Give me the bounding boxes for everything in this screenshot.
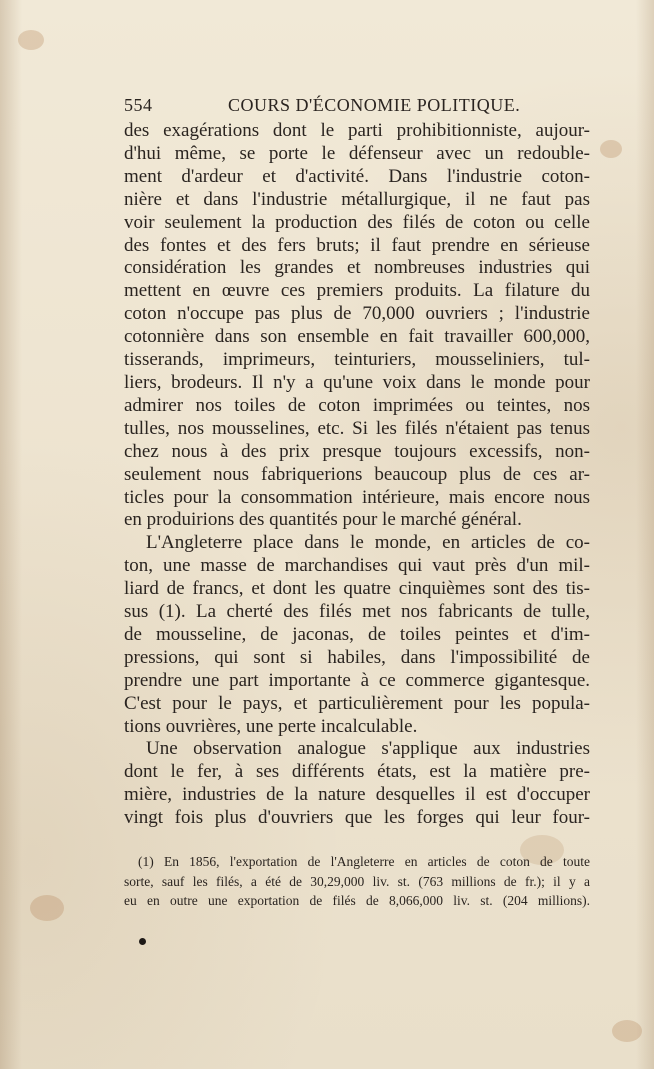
text-line: ticles pour la consommation intérieure, mais encore nous xyxy=(124,486,590,508)
page-edge-shadow-right xyxy=(636,0,654,1069)
foxing-stain xyxy=(612,1020,642,1042)
text-line: sus (1). La cherté des filés met nos fabricants de tulle, xyxy=(124,601,590,623)
text-line: liers, brodeurs. Il n'y a qu'une voix dans le monde pour xyxy=(124,371,590,393)
text-line: voir seulement la production des filés de coton ou celle xyxy=(124,211,590,233)
text-line: ton, une masse de marchandises qui vaut près d'un mil- xyxy=(124,555,590,577)
text-line: prendre une part importante à ce commerce gigantesque. xyxy=(124,669,590,691)
body-text xyxy=(124,120,590,830)
text-line: ment d'ardeur et d'activité. Dans l'industrie coton- xyxy=(124,165,590,187)
foxing-stain xyxy=(30,895,64,921)
footnote-line: (1) En 1856, l'exportation de l'Angleterre en articles de coton de toute xyxy=(138,854,590,869)
ink-spot xyxy=(139,938,146,945)
text-line: d'hui même, se porte le défenseur avec un redouble- xyxy=(124,142,590,164)
page-edge-shadow-left xyxy=(0,0,22,1069)
footnote-line: eu en outre une exportation de filés de 8,066,000 liv. st. (204 millions). xyxy=(124,893,590,908)
text-line: admirer nos toiles de coton imprimées ou teintes, nos xyxy=(124,394,590,416)
running-title: COURS D'ÉCONOMIE POLITIQUE. xyxy=(228,95,521,115)
text-line: dont le fer, à ses différents états, est la matière pre- xyxy=(124,761,590,783)
foxing-stain xyxy=(18,30,44,50)
text-line: des exagérations dont le parti prohibitionniste, aujour- xyxy=(124,120,590,141)
text-line: nière et dans l'industrie métallurgique, il ne faut pas xyxy=(124,188,590,210)
text-line: vingt fois plus d'ouvriers que les forges qui leur four- xyxy=(124,807,590,829)
text-line: tions ouvrières, une perte incalculable. xyxy=(124,715,418,737)
text-line: mettent en œuvre ces premiers produits. La filature du xyxy=(124,280,590,302)
running-header xyxy=(124,95,590,119)
text-line: liard de francs, et dont les quatre cinquièmes sont des tis- xyxy=(124,578,590,600)
page-number: 554 xyxy=(124,95,153,115)
text-line: chez nous à des prix presque toujours excessifs, non- xyxy=(124,440,590,462)
text-line: seulement nous fabriquerions beaucoup plus de ces ar- xyxy=(124,463,590,485)
text-line: de mousseline, de jaconas, de toiles peintes et d'im- xyxy=(124,623,590,645)
text-line: coton n'occupe pas plus de 70,000 ouvriers ; l'industrie xyxy=(124,303,590,325)
footnote-line: sorte, sauf les filés, a été de 30,29,000 liv. st. (763 millions de fr.); il y a xyxy=(124,873,590,889)
text-line: en produirions des quantités pour le marché général. xyxy=(124,509,522,531)
text-line: mière, industries de la nature desquelles il est d'occuper xyxy=(124,784,590,806)
text-line: L'Angleterre place dans le monde, en articles de co- xyxy=(146,532,590,554)
text-line: pressions, qui sont si habiles, dans l'impossibilité de xyxy=(124,646,590,668)
text-line: tisserands, imprimeurs, teinturiers, mousseliniers, tul- xyxy=(124,349,590,371)
text-line: considération les grandes et nombreuses industries qui xyxy=(124,257,590,279)
foxing-stain xyxy=(600,140,622,158)
text-line: tulles, nos mousselines, etc. Si les filés n'étaient pas tenus xyxy=(124,417,590,439)
text-line: Une observation analogue s'applique aux industries xyxy=(146,738,590,760)
footnote xyxy=(124,852,590,911)
text-line: C'est pour le pays, et particulièrement pour les popula- xyxy=(124,692,590,714)
text-line: des fontes et des fers bruts; il faut prendre en sérieuse xyxy=(124,234,590,256)
text-line: cotonnière dans son ensemble en fait travailler 600,000, xyxy=(124,326,590,348)
